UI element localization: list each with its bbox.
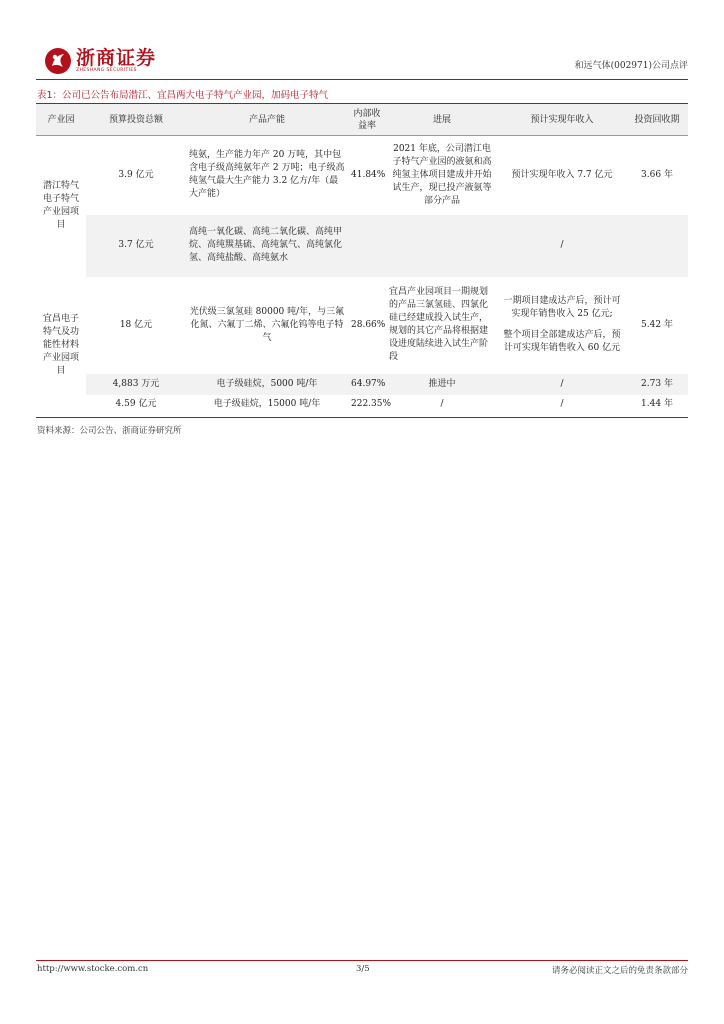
irr-cell bbox=[348, 215, 386, 277]
capacity-cell: 电子级硅烷，5000 吨/年 bbox=[186, 374, 348, 395]
header-divider bbox=[36, 79, 688, 80]
col-header-payback: 投资回收期 bbox=[626, 104, 688, 136]
footer-website-link[interactable]: http://www.stocke.com.cn bbox=[37, 964, 149, 974]
industrial-park-table bbox=[36, 104, 688, 415]
footer-divider bbox=[36, 960, 688, 961]
logo-chinese: 浙商证券 bbox=[76, 47, 157, 69]
revenue-phase-one: 一期项目建成达产后，预计可实现年销售收入 25 亿元; bbox=[503, 296, 621, 319]
payback-cell: 3.66 年 bbox=[641, 169, 673, 180]
park-cell: 潜江特气电子特气产业园项目 bbox=[36, 136, 86, 277]
logo-english: ZHESHANG SECURITIES bbox=[76, 68, 137, 73]
page-number: 3/5 bbox=[356, 964, 370, 974]
irr-cell: 41.84% bbox=[351, 169, 386, 180]
source-note: 资料来源：公司公告、浙商证券研究所 bbox=[37, 426, 182, 436]
payback-cell: 1.44 年 bbox=[641, 399, 673, 409]
col-header-irr: 内部收益率 bbox=[348, 104, 386, 136]
zheshang-logo-icon bbox=[44, 47, 72, 75]
table-header-row bbox=[36, 104, 688, 136]
payback-cell bbox=[626, 215, 688, 277]
capacity-cell: 高纯一氧化碳、高纯二氧化碳、高纯甲烷、高纯羰基硫、高纯氯气、高纯氯化氢、高纯盐酸、高纯氨水 bbox=[186, 215, 348, 277]
capacity-cell: 纯氨，生产能力年产 20 万吨，其中包含电子级高纯氨年产 2 万吨；电子级高纯氢气最大生产能力 3.2 亿方/年（最大产能） bbox=[189, 150, 345, 200]
table-row bbox=[36, 136, 688, 215]
col-header-park: 产业园 bbox=[36, 104, 86, 136]
revenue-cell: 预计实现年收入 7.7 亿元 bbox=[511, 169, 613, 180]
payback-cell: 2.73 年 bbox=[626, 374, 688, 395]
progress-cell: 2021 年底，公司潜江电子特气产业园的液氨和高纯氢主体项目建成并开始试生产，现已投产液氨等部分产品 bbox=[392, 143, 492, 206]
capacity-cell: 电子级硅烷，15000 吨/年 bbox=[213, 399, 321, 409]
table-title: 表1：公司已公告布局潜江、宜昌两大电子特气产业园，加码电子特气 bbox=[37, 90, 329, 101]
investment-cell: 4,883 万元 bbox=[86, 374, 186, 395]
table-row bbox=[36, 395, 688, 415]
company-logo bbox=[44, 46, 156, 76]
revenue-cell: / bbox=[498, 215, 626, 277]
revenue-cell: / bbox=[560, 399, 564, 409]
col-header-investment: 预算投资总额 bbox=[86, 104, 186, 136]
col-header-capacity: 产品产能 bbox=[186, 104, 348, 136]
table-row bbox=[36, 215, 688, 277]
col-header-revenue: 预计实现年收入 bbox=[498, 104, 626, 136]
progress-cell: / bbox=[440, 399, 444, 409]
revenue-cell: / bbox=[498, 374, 626, 395]
table-row bbox=[36, 277, 688, 374]
progress-cell bbox=[386, 215, 498, 277]
revenue-cell bbox=[498, 277, 626, 374]
table-bottom-rule bbox=[36, 417, 688, 418]
col-header-progress: 进展 bbox=[386, 104, 498, 136]
report-tag: 和远气体(002971)公司点评 bbox=[574, 61, 688, 71]
irr-cell: 28.66% bbox=[351, 319, 386, 330]
table-row bbox=[36, 374, 688, 395]
investment-cell: 3.7 亿元 bbox=[86, 215, 186, 277]
disclaimer-note: 请务必阅读正文之后的免责条款部分 bbox=[551, 966, 688, 976]
progress-cell: 推进中 bbox=[386, 374, 498, 395]
revenue-full-project: 整个项目全部建成达产后，预计可实现年销售收入 60 亿元 bbox=[503, 330, 621, 353]
investment-cell: 4.59 亿元 bbox=[115, 399, 157, 409]
park-cell: 宜昌电子特气及功能性材料产业园项目 bbox=[36, 277, 86, 415]
progress-cell: 宜昌产业园项目一期规划的产品三氯氢硅、四氯化硅已经建成投入试生产，规划的其它产品将根据建设进度陆续进入试生产阶段 bbox=[389, 287, 489, 362]
page-header bbox=[36, 44, 688, 78]
irr-cell: 64.97% bbox=[348, 374, 386, 395]
investment-cell: 3.9 亿元 bbox=[118, 169, 154, 180]
irr-cell: 222.35% bbox=[351, 399, 392, 409]
payback-cell: 5.42 年 bbox=[641, 319, 673, 330]
investment-cell: 18 亿元 bbox=[119, 319, 153, 330]
capacity-cell: 光伏级三氯氢硅 80000 吨/年，与三氟化氮、六氟丁二烯、六氟化钨等电子特气 bbox=[189, 306, 345, 343]
